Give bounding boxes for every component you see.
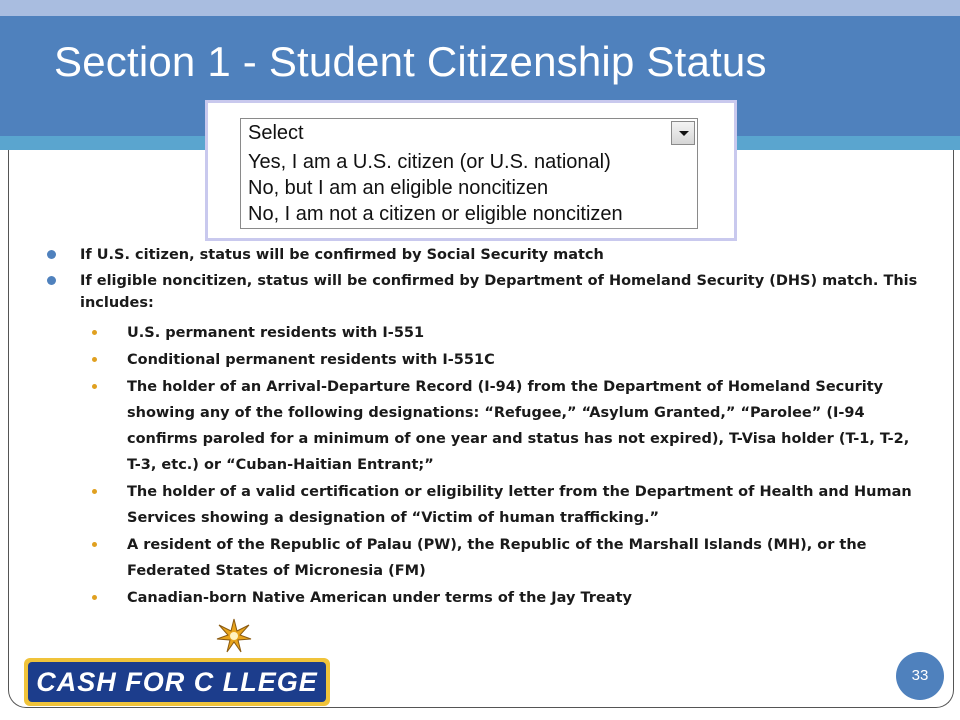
cash-for-college-logo xyxy=(24,618,336,708)
citizenship-select[interactable] xyxy=(240,118,698,148)
bullet-text: If eligible noncitizen, status will be confirmed by Department of Homeland Security (DHS) match. This includes: xyxy=(80,273,918,311)
dropdown-arrow-icon[interactable] xyxy=(671,121,695,145)
select-option-not-eligible[interactable]: No, I am not a citizen or eligible noncitizen xyxy=(248,203,623,225)
header-top-strip xyxy=(0,0,960,16)
select-option-us-citizen[interactable]: Yes, I am a U.S. citizen (or U.S. national) xyxy=(248,151,611,173)
select-option-eligible-noncitizen[interactable]: No, but I am an eligible noncitizen xyxy=(248,177,549,199)
star-burst-icon xyxy=(216,618,252,654)
sub-bullet-trafficking-victim xyxy=(42,479,922,531)
bullet-list xyxy=(42,244,922,611)
sub-bullet-text: Conditional permanent residents with I-551C xyxy=(127,352,495,368)
sub-bullet-text: U.S. permanent residents with I-551 xyxy=(127,325,425,341)
select-option-list xyxy=(240,147,698,229)
sub-bullet-conditional-residents xyxy=(42,347,922,373)
sub-bullet-text: A resident of the Republic of Palau (PW), the Republic of the Marshall Islands (MH), or the Federated States of Micronesia (FM) xyxy=(127,537,867,579)
sub-bullet-text: Canadian-born Native American under terms of the Jay Treaty xyxy=(127,590,632,606)
logo-text: CASH FOR C LLEGE xyxy=(28,662,326,702)
bullet-eligible-noncitizen xyxy=(42,270,922,314)
sub-bullet-text: The holder of a valid certification or eligibility letter from the Department of Health and Human Services showing a designation of “Victim of human trafficking.” xyxy=(127,484,912,526)
bullet-us-citizen xyxy=(42,244,922,266)
slide-title: Section 1 - Student Citizenship Status xyxy=(54,38,767,85)
sub-bullet-i94-holder xyxy=(42,374,922,478)
citizenship-select-figure xyxy=(205,100,737,241)
sub-bullet-freely-associated-states xyxy=(42,532,922,584)
sub-bullet-text: The holder of an Arrival-Departure Record (I-94) from the Department of Homeland Security showing any of the following designations: “Refugee,” “Asylum Granted,” “Parolee” (I-94 confirms paroled for a minimum of one year and status has not expired), T-Visa holder (T-1, T-2, T-3, etc.) or “Cuban-Haitian Entrant;” xyxy=(127,379,910,473)
select-value: Select xyxy=(248,122,304,144)
sub-bullet-jay-treaty xyxy=(42,585,922,611)
sub-bullet-permanent-residents xyxy=(42,320,922,346)
bullet-text: If U.S. citizen, status will be confirmed by Social Security match xyxy=(80,247,604,263)
page-number-badge: 33 xyxy=(896,652,944,700)
